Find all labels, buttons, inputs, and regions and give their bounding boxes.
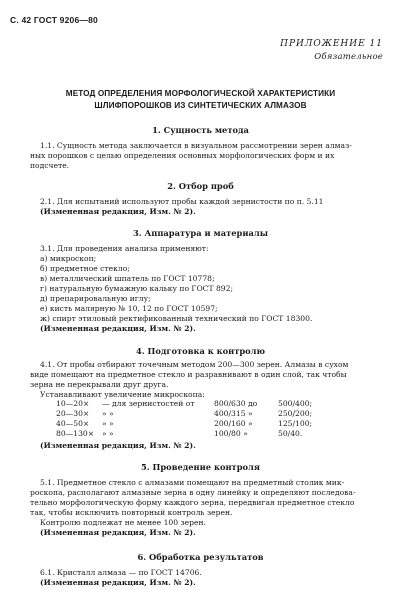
section-1-heading: 1. Сущность метода [152, 125, 249, 135]
section-4-edition [30, 441, 385, 451]
table-cell: » » [102, 429, 114, 438]
table-cell: 250/200; [278, 409, 313, 418]
paragraph-line: так, чтобы исключить повторный контроль зерен. [30, 508, 233, 517]
edition-note: (Измененная редакция, Изм. № 2). [40, 528, 196, 537]
edition-note: (Измененная редакция, Изм. № 2). [40, 324, 196, 333]
paragraph-line: подсчете. [30, 161, 70, 170]
paragraph-line: 3.1. Для проведения анализа применяют: [40, 244, 209, 253]
table-row [56, 429, 328, 439]
section-2-body [30, 197, 385, 217]
table-cell: » » [102, 419, 114, 428]
table-cell: » » [102, 409, 114, 418]
table-cell: 100/80 » [214, 429, 248, 438]
list-item: б) предметное стекло; [40, 264, 130, 273]
section-4-body [30, 360, 385, 400]
edition-note: (Измененная редакция, Изм. № 2). [40, 441, 196, 450]
paragraph-line: Устанавливают увеличение микроскопа: [40, 390, 205, 399]
paragraph-line: роскопа, располагают алмазные зерна в одну линейку и определяют последова- [30, 488, 356, 497]
table-cell: 400/315 » [214, 409, 253, 418]
edition-note: (Измененная редакция, Изм. № 2). [40, 207, 196, 216]
paragraph-line: ных порошков с целью определения основных морфологических форм и их [30, 151, 335, 160]
paragraph-line: зерна не перекрывали друг друга. [30, 380, 169, 389]
edition-note: (Измененная редакция, Изм. № 2). [40, 578, 196, 587]
table-cell: 80—130× [56, 429, 95, 438]
paragraph-line: 6.1. Кристалл алмаза — по ГОСТ 14706. [40, 568, 202, 577]
list-item: ж) спирт этиловый ректификованный технический по ГОСТ 18300. [40, 314, 313, 323]
section-6-body [30, 568, 385, 588]
section-1-body [30, 141, 385, 171]
table-cell: 800/630 до [214, 399, 258, 408]
table-row [56, 399, 328, 409]
table-cell: 500/400; [278, 399, 313, 408]
table-cell: 10—20× [56, 399, 90, 408]
section-3-heading: 3. Аппаратура и материалы [132, 228, 269, 238]
table-cell: 40—50× [56, 419, 90, 428]
list-item: е) кисть малярную № 10, 12 по ГОСТ 10597; [40, 304, 218, 313]
list-item: д) препарировальную иглу; [40, 294, 151, 303]
list-item: а) микроскоп; [40, 254, 97, 263]
paragraph-line: 4.1. От пробы отбирают точечным методом 200—300 зерен. Алмазы в сухом [40, 360, 349, 369]
document-title-line-2: ШЛИФПОРОШКОВ ИЗ СИНТЕТИЧЕСКИХ АЛМАЗОВ [94, 101, 307, 110]
section-6-heading: 6. Обработка результатов [137, 552, 264, 562]
table-cell: 200/160 » [214, 419, 253, 428]
table-row [56, 419, 328, 429]
table-cell: 20—30× [56, 409, 90, 418]
list-item: в) металлический шпатель по ГОСТ 10778; [40, 274, 215, 283]
section-5-heading: 5. Проведение контроля [140, 462, 261, 472]
section-4-heading: 4. Подготовка к контролю [135, 346, 266, 356]
document-title-line-1: МЕТОД ОПРЕДЕЛЕНИЯ МОРФОЛОГИЧЕСКОЙ ХАРАКТЕРИСТИКИ [65, 89, 336, 98]
table-cell: — для зернистостей от [102, 399, 195, 408]
table-row [56, 409, 328, 419]
appendix-title: ПРИЛОЖЕНИЕ 11 [280, 39, 383, 49]
list-item: г) натуральную бумажную кальку по ГОСТ 892; [40, 284, 234, 293]
section-5-body [30, 478, 385, 538]
paragraph-line: виде помещают на предметное стекло и разравнивают в один слой, так чтобы [30, 370, 347, 379]
document-title [40, 88, 361, 112]
page-header: С. 42 ГОСТ 9206—80 [10, 15, 98, 25]
section-2-heading: 2. Отбор проб [167, 181, 234, 191]
paragraph-line: 1.1. Сущность метода заключается в визуальном рассмотрении зерен алмаз- [40, 141, 352, 150]
table-cell: 50/40. [278, 429, 303, 438]
appendix-status: Обязательное [314, 52, 383, 62]
paragraph-line: 5.1. Предметное стекло с алмазами помещают на предметный столик мик- [40, 478, 345, 487]
magnification-table [56, 399, 328, 439]
section-3-body [30, 244, 385, 334]
table-cell: 125/100; [278, 419, 313, 428]
paragraph-line: 2.1. Для испытаний используют пробы каждой зернистости по п. 5.11 [40, 197, 324, 206]
paragraph-line: Контролю подлежат не менее 100 зерен. [40, 518, 206, 527]
paragraph-line: тельно морфологическую форму каждого зерна, передвигая предметное стекло [30, 498, 355, 507]
appendix-label [263, 38, 383, 64]
